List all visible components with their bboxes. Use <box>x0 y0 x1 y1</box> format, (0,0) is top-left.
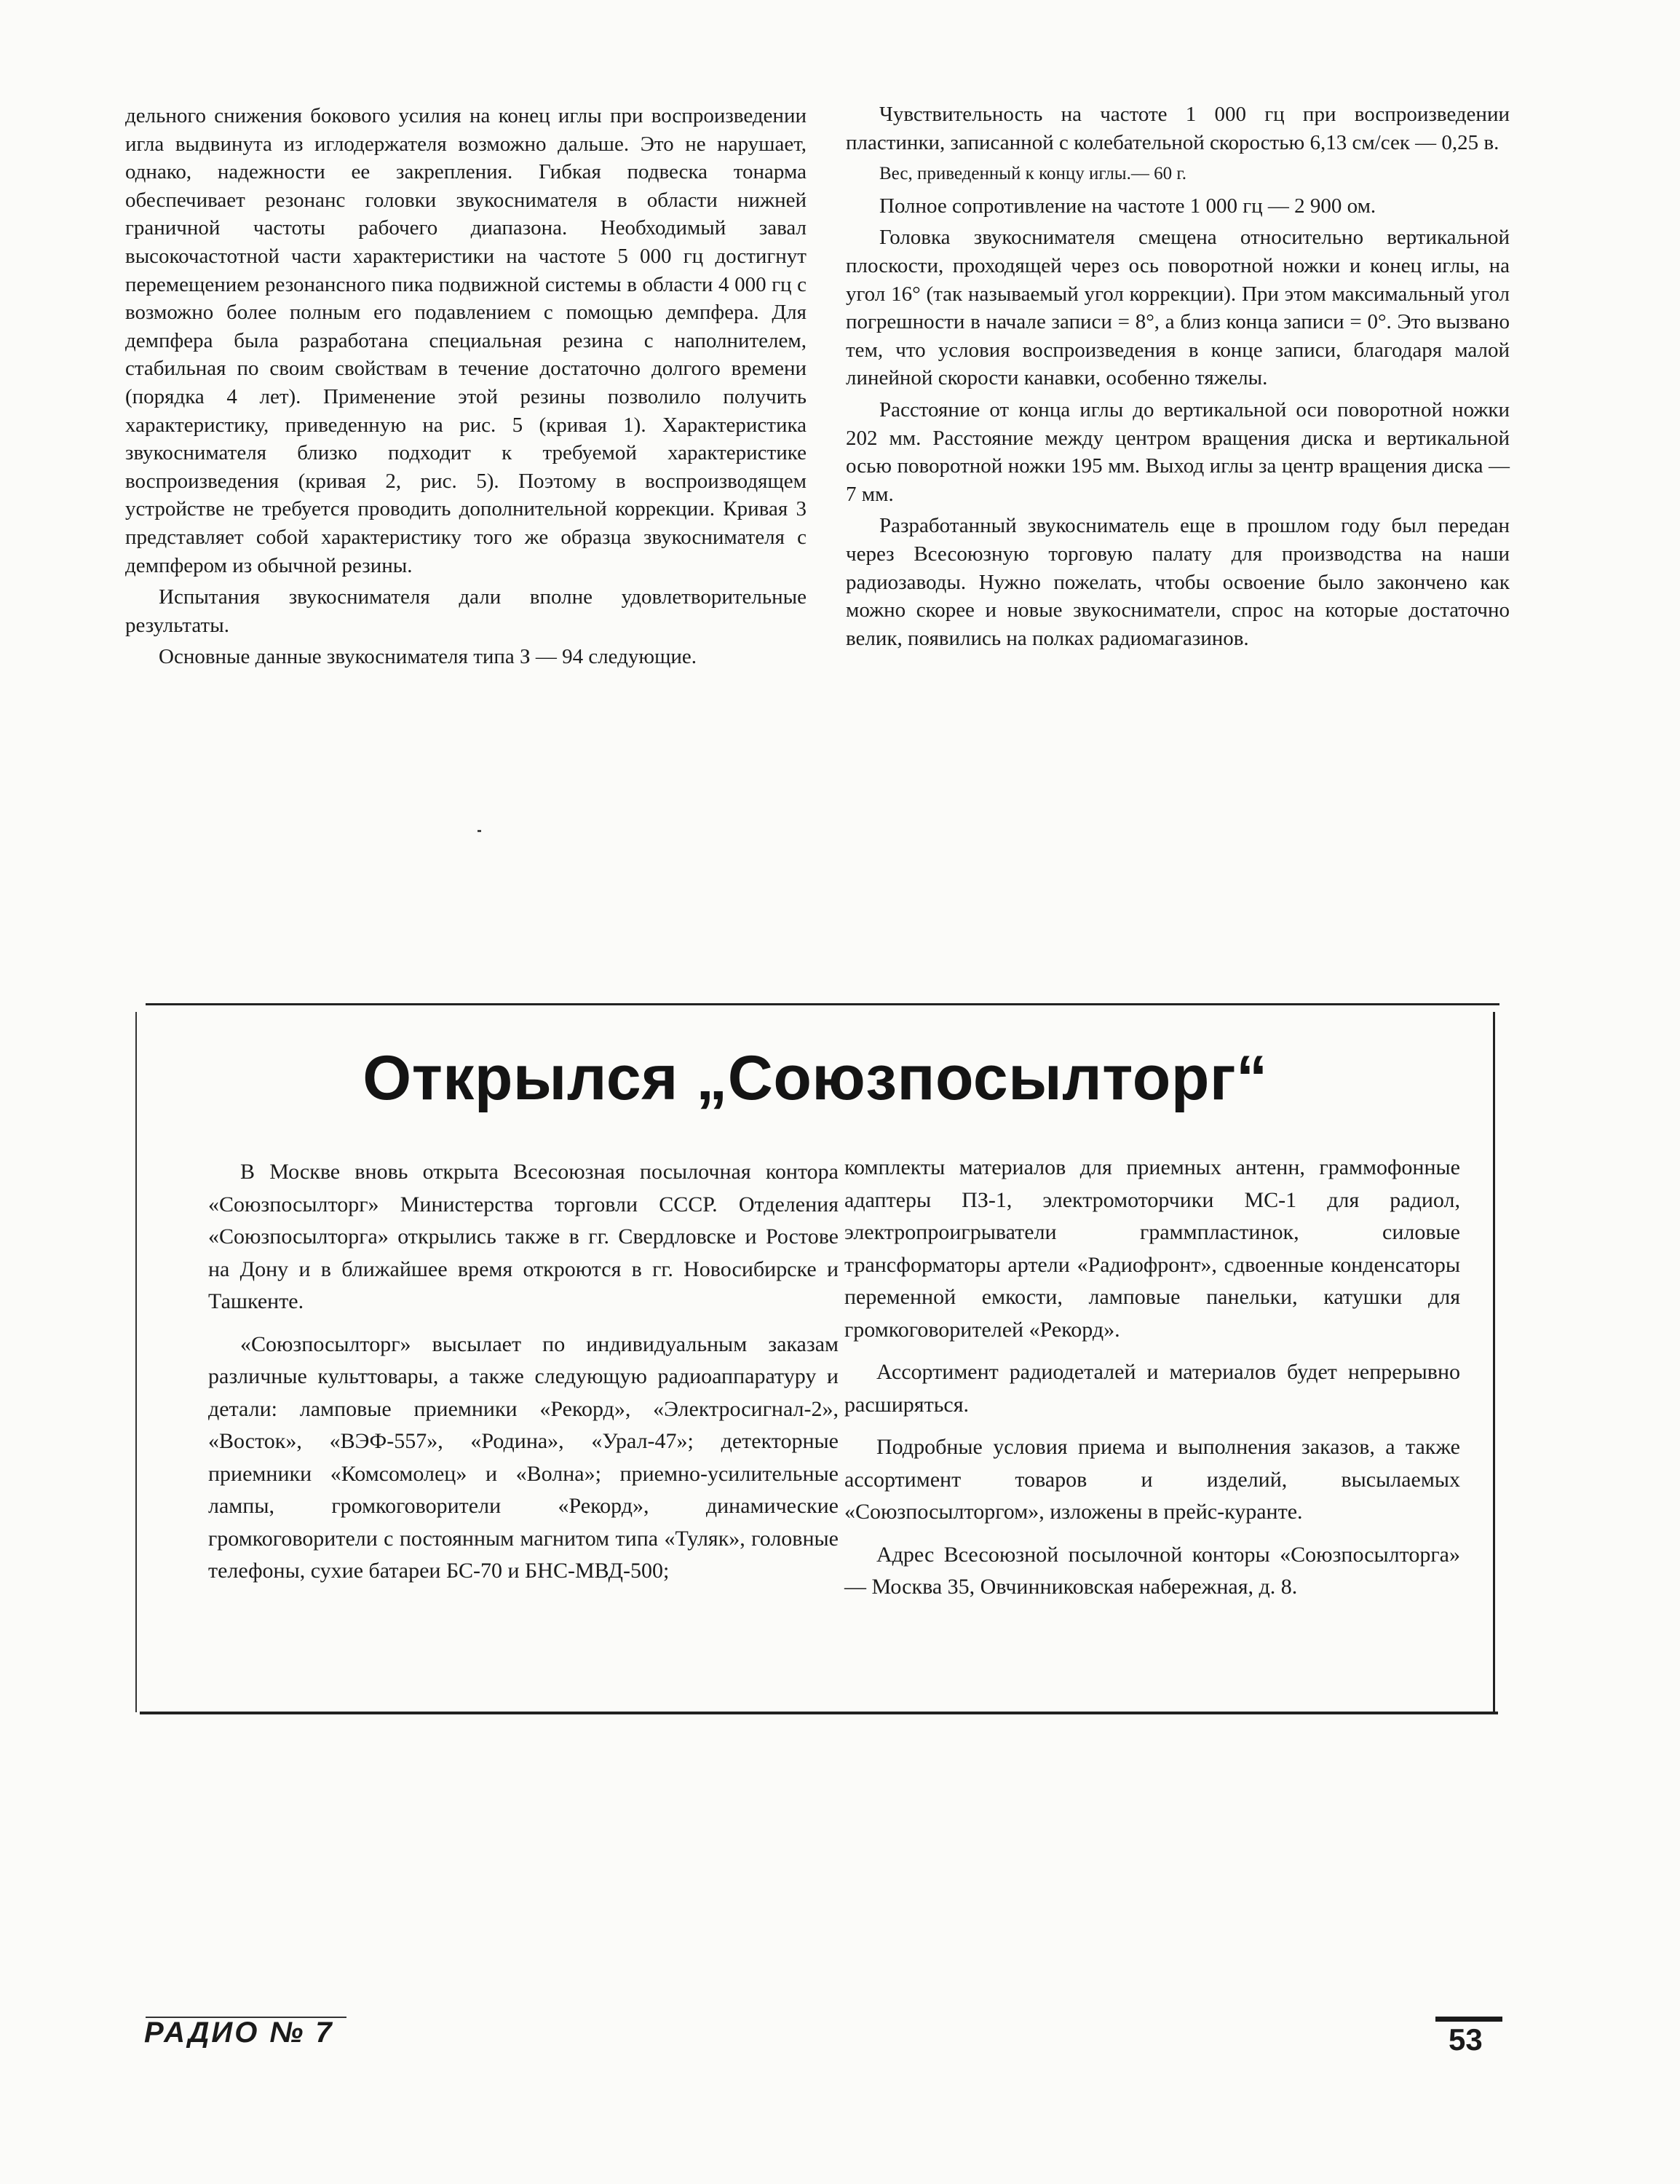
announcement-paragraph: Ассортимент радиодеталей и материалов будет непрерывно расширяться. <box>844 1360 1460 1417</box>
print-speck <box>478 830 481 832</box>
announcement-paragraph: «Союзпосылторг» высылает по индивидуальным заказам различные культтовары, а также следующую радиоаппаратуру и детали: ламповые приемники «Рекорд», «Электросигнал-2», «Восток», «ВЭФ-557», «Родина», «Урал-47»; детекторные приемники «Комсомолец» и «Волна»; приемно-усилительные лампы, громкоговорители «Рекорд», динамические громкоговорители с постоянным магнитом типа «Туляк», головные телефоны, сухие батареи БС-70 и БНС-МВД-500; <box>208 1332 839 1583</box>
article-left-column <box>125 102 807 671</box>
announcement-title: Открылся „Союзпосылторг“ <box>362 1043 1268 1113</box>
spec-sensitivity: Чувствительность на частоте 1 000 гц при воспроизведении пластинки, записанной с колебательной скоростью 6,13 см/сек — 0,25 в. <box>846 103 1510 154</box>
article-paragraph: Расстояние от конца иглы до вертикальной оси поворотной ножки 202 мм. Расстояние между центром вращения диска и вертикальной осью поворотной ножки 195 мм. Выход иглы за центр вращения диска — 7 мм. <box>846 397 1510 506</box>
article-paragraph: Испытания звукоснимателя дали вполне удовлетворительные результаты. <box>125 585 807 637</box>
page-number-rule <box>1435 2017 1502 2022</box>
announcement-right-column <box>844 1152 1460 1604</box>
box-top-rule <box>146 1003 1499 1005</box>
article-paragraph: Основные данные звукоснимателя типа З — 94 следующие. <box>159 645 697 669</box>
spec-weight: Вес, приведенный к концу иглы.— 60 г. <box>879 164 1187 184</box>
page-number: 53 <box>1449 2022 1483 2057</box>
magazine-issue-label: РАДИО № 7 <box>144 2017 334 2049</box>
box-bottom-rule <box>140 1712 1498 1714</box>
announcement-paragraph: Адрес Всесоюзной посылочной конторы «Союзпосылторга» — Москва 35, Овчинниковская набережная, д. 8. <box>844 1542 1460 1599</box>
announcement-paragraph: В Москве вновь открыта Всесоюзная посылочная контора «Союзпосылторг» Министерства торговли СССР. Отделения «Союзпосылторга» открылись также в гг. Свердловске и Ростове на Дону и в ближайшее время откроются в гг. Новосибирске и Ташкенте. <box>208 1160 839 1313</box>
announcement-paragraph: Подробные условия приема и выполнения заказов, а также ассортимент товаров и изделий, высылаемых «Союзпосылторгом», изложены в прейс-куранте. <box>844 1435 1460 1524</box>
article-right-column <box>846 100 1510 652</box>
article-paragraph: Разработанный звукосниматель еще в прошлом году был передан через Всесоюзную торговую палату для производства на наши радиозаводы. Нужно пожелать, чтобы освоение было закончено как можно скорее и новые звукосниматели, спрос на которые достаточно велик, появились на полках радиомагазинов. <box>846 514 1510 650</box>
announcement-left-column <box>208 1156 839 1588</box>
article-paragraph: дельного снижения бокового усилия на конец иглы при воспроизведении игла выдвинута из иглодержателя возможно дальше. Это не нарушает, однако, надежности ее закрепления. Гибкая подвеска тонарма обеспечивает резонанс головки звукоснимателя в области нижней граничной частоты рабочего диапазона. Необходимый завал высокочастотной части характеристики на частоте 5 000 гц достигнут перемещением резонансного пика подвижной системы в области 4 000 гц с возможно более полным его подавлением с помощью демпфера. Для демпфера была разработана специальная резина с наполнителем, стабильная по своим свойствам в течение достаточно долгого времени (порядка 4 лет). Применение этой резины позволило получить характеристику, приведенную на рис. 5 (кривая 1). Характеристика звукоснимателя близко подходит к требуемой характеристике воспроизведения (кривая 2, рис. 5). Поэтому в воспроизводящем устройстве не требуется проводить дополнительной коррекции. Кривая 3 представляет собой характеристику того же образца звукоснимателя с демпфером из обычной резины. <box>125 104 807 577</box>
announcement-paragraph: комплекты материалов для приемных антенн, граммофонные адаптеры ПЗ-1, электромоторчики МС-1 для радиол, электропроигрыватели граммпластинок, силовые трансформаторы артели «Радиофронт», сдвоенные конденсаторы переменной емкости, ламповые панельки, катушки для громкоговорителей «Рекорд». <box>844 1155 1460 1342</box>
spec-impedance: Полное сопротивление на частоте 1 000 гц — 2 900 ом. <box>879 194 1376 218</box>
article-paragraph: Головка звукоснимателя смещена относительно вертикальной плоскости, проходящей через ось поворотной ножки и конец иглы, на угол 16° (так называемый угол коррекции). При этом максимальный угол погрешности в начале записи = 8°, а близ конца записи = 0°. Это вызвано тем, что условия воспроизведения в конце записи, благодаря малой линейной скорости канавки, особенно тяжелы. <box>846 226 1510 390</box>
